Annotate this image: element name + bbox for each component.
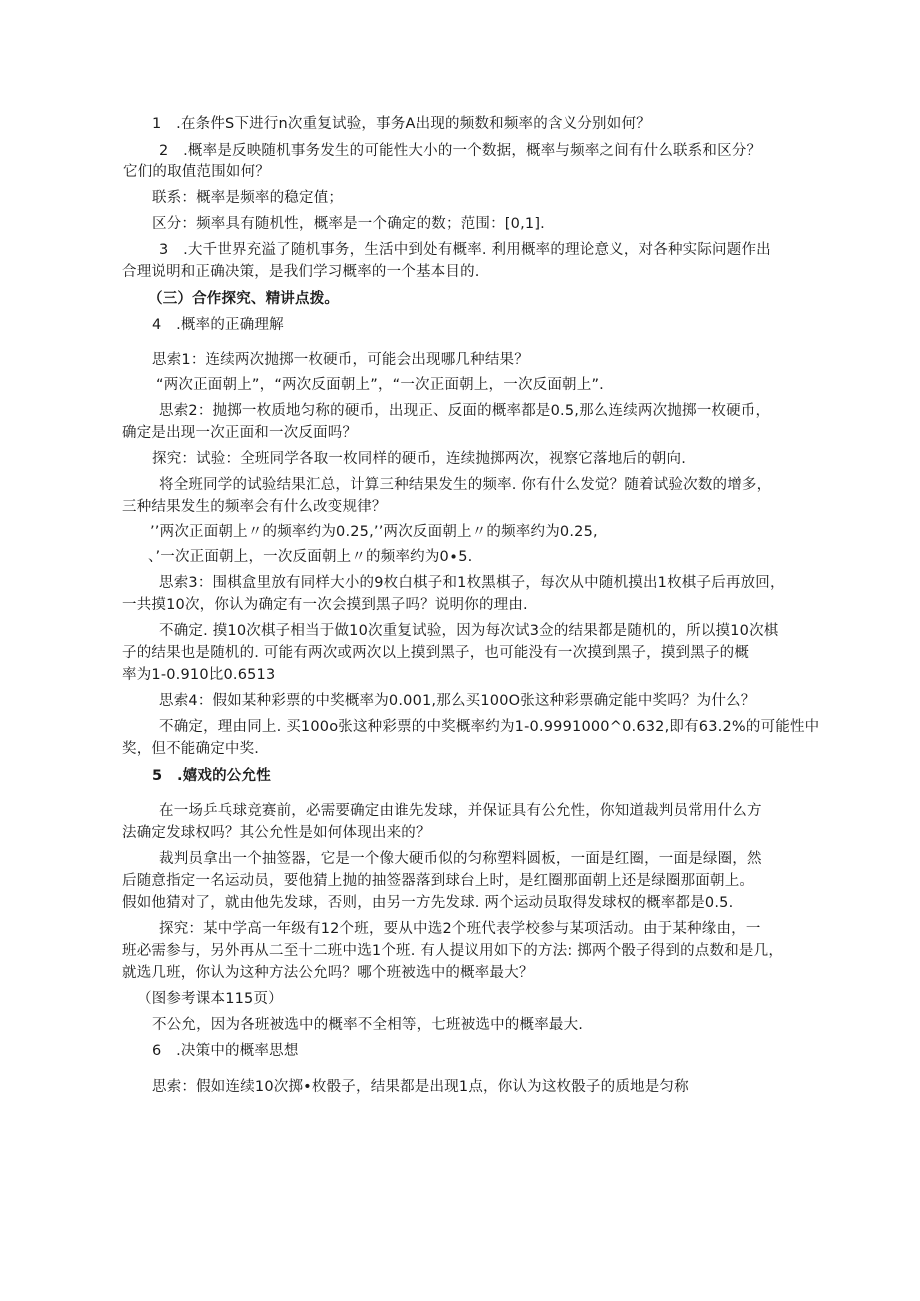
explore-line: 探究：试验：全班同学各取一枚同样的硬币，连续抛掷两次，视察它落地后的朝向. xyxy=(152,451,687,467)
explore-5-line-2: 班必需参与，另外再从二至十二班中选1个班. 有人提议用如下的方法: 掷两个骰子得到的点数和是几， xyxy=(122,943,784,959)
q2-line: 2 .概率是反映随机事务发生的可能性大小的一个数据，概率与频率之间有什么联系和区分？ xyxy=(159,143,762,159)
q1-line: 1 .在条件S下进行n次重复试验，事务A出现的频数和频率的含义分别如何？ xyxy=(152,116,651,132)
difference-line: 区分：频率具有随机性，概率是一个确定的数；范围：[0,1]. xyxy=(152,216,545,232)
think-3-line: 思索3：围棋盒里放有同样大小的9枚白棋子和1枚黑棋子，每次从中随机摸出1枚棋子后再放回， xyxy=(159,575,785,591)
think-1-answer: “两次正面朝上”，“两次反面朝上”，“一次正面朝上，一次反面朝上”. xyxy=(156,377,604,393)
topic-5-heading: 5 .嬉戏的公允性 xyxy=(152,768,271,784)
think-6-line: 思索：假如连续10次掷•枚骰子，结果都是出现1点，你认为这枚骰子的质地是匀称 xyxy=(152,1079,689,1095)
explore-5-line-3: 就选几班，你认为这种方法公允吗？哪个班被选中的概率最大？ xyxy=(122,965,534,981)
unfair-answer: 不公允，因为各班被选中的概率不全相等，七班被选中的概率最大. xyxy=(152,1017,584,1033)
explore-5-line-1: 探究：某中学高一年级有12个班，要从中选2个班代表学校参与某项活动。由于某种缘由，一 xyxy=(159,921,761,937)
think-3-line-cont: 一共摸10次，你认为确定有一次会摸到黑子吗？说明你的理由. xyxy=(122,597,528,613)
think-3-answer-3: 率为1-0.910比0.6513 xyxy=(122,667,276,683)
textbook-reference: （图参考课本115页） xyxy=(137,991,283,1007)
think-1-line: 思索1：连续两次抛掷一枚硬币，可能会出现哪几种结果？ xyxy=(152,352,529,368)
explore-line-3: 三种结果发生的频率会有什么改变规律？ xyxy=(122,499,387,515)
think-3-answer-1: 不确定. 摸10次棋子相当于做10次重复试验，因为每次试3佥的结果都是随机的，所以摸10次棋 xyxy=(159,623,779,639)
explore-line-2: 将全班同学的试验结果汇总，计算三种结果发生的频率. 你有什么发觉？随着试验次数的增多， xyxy=(159,477,772,493)
q2-line-cont: 它们的取值范围如何？ xyxy=(123,164,270,180)
section-heading-3: （三）合作探究、精讲点拨。 xyxy=(148,291,340,307)
think-4-answer-1: 不确定，理由同上. 买100o张这种彩票的中奖概率约为1-0.9991000^0.632,即有63.2%的可能性中 xyxy=(159,719,820,735)
game-line-3: 裁判员拿出一个抽签器，它是一个像大硬币似的匀称塑料圆板，一面是红圈，一面是绿圈，然 xyxy=(159,851,762,867)
game-line-1: 在一场乒乓球竞赛前，必需要确定由谁先发球，并保证具有公允性，你知道裁判员常用什么方 xyxy=(159,803,762,819)
game-line-5: 假如他猜对了，就由他先发球，否则，由另一方先发球. 两个运动员取得发球权的概率都是0.5. xyxy=(122,895,734,911)
frequency-line-2: 、’一次正面朝上，一次反面朝上〃的频率约为0∙5. xyxy=(148,549,473,565)
topic-4-heading: 4 .概率的正确理解 xyxy=(152,317,284,333)
think-4-line: 思索4：假如某种彩票的中奖概率为0.001,那么买100O张这种彩票确定能中奖吗？为什么？ xyxy=(159,693,756,709)
game-line-2: 法确定发球权吗？其公允性是如何体现出来的？ xyxy=(122,825,431,841)
think-3-answer-2: 子的结果也是随机的. 可能有两次或两次以上摸到黑子，也可能没有一次摸到黑子，摸到黑子的概 xyxy=(122,645,750,661)
relation-line: 联系：概率是频率的稳定值； xyxy=(152,190,344,206)
game-line-4: 后随意指定一名运动员，要他猜上抛的抽签器落到球台上时，是红圈那面朝上还是绿圈那面朝上。 xyxy=(122,873,755,889)
think-4-answer-2: 奖，但不能确定中奖. xyxy=(122,741,260,757)
think-2-line: 思索2：抛掷一枚质地匀称的硬币，出现正、反面的概率都是0.5,那么连续两次抛掷一枚硬币， xyxy=(159,403,771,419)
think-2-line-cont: 确定是出现一次正面和一次反面吗？ xyxy=(122,425,358,441)
q3-line: 3 .大千世界充溢了随机事务，生活中到处有概率. 利用概率的理论意义，对各种实际问题作出 xyxy=(159,242,771,258)
frequency-line-1: ’’两次正面朝上〃的频率约为0.25,’’两次反面朝上〃的频率约为0.25, xyxy=(150,524,598,540)
q3-line-cont: 合理说明和正确决策，是我们学习概率的一个基本目的. xyxy=(122,264,480,280)
topic-6-heading: 6 .决策中的概率思想 xyxy=(152,1043,299,1059)
